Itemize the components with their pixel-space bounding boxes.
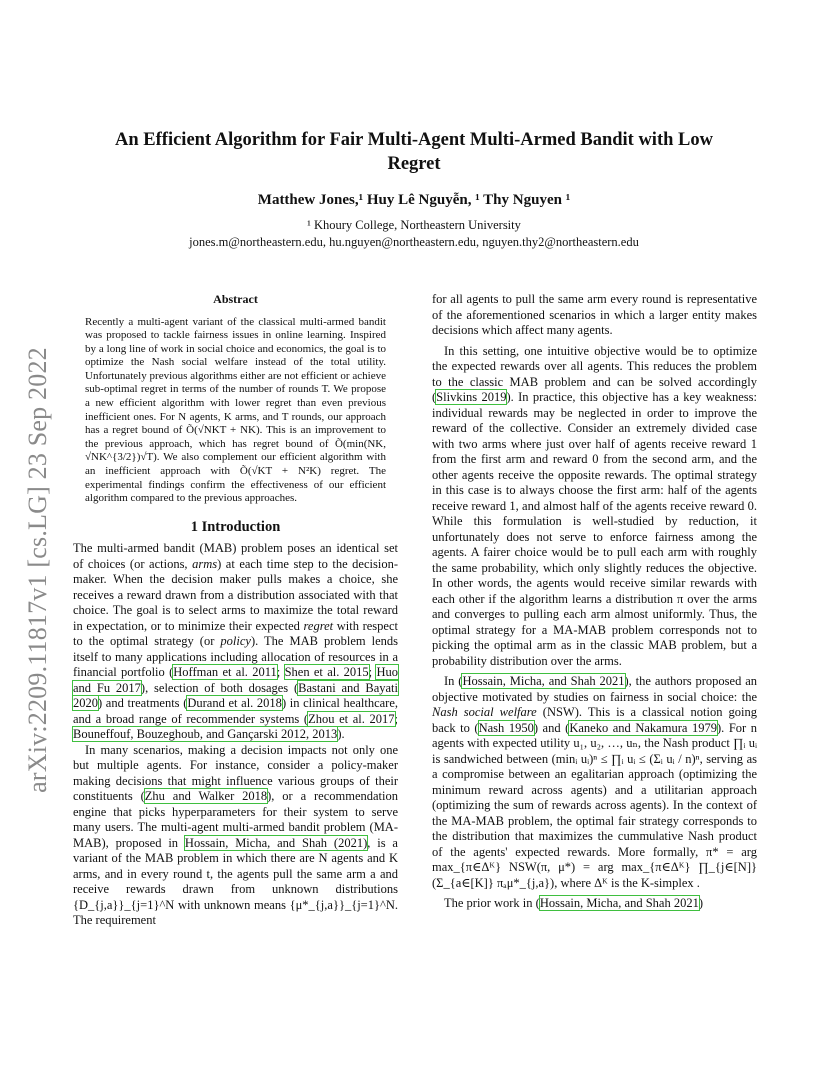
citation-link[interactable]: Hoffman et al. 2011 bbox=[173, 665, 277, 680]
section-heading-introduction: 1 Introduction bbox=[190, 518, 281, 535]
citation-link[interactable]: Kaneko and Nakamura 1979 bbox=[569, 720, 717, 735]
right-paragraph-4: The prior work in (Hossain, Micha, and Shah 2021) bbox=[444, 896, 703, 910]
left-column bbox=[73, 292, 398, 929]
abstract-heading: Abstract bbox=[213, 292, 258, 306]
arxiv-sidebar-stamp bbox=[14, 290, 62, 850]
affiliation-block bbox=[90, 217, 738, 251]
paper-authors: Matthew Jones,¹ Huy Lê Nguyễn, ¹ Thy Nguyen ¹ bbox=[257, 192, 571, 208]
right-paragraph-1: for all agents to pull the same arm every round is representative of the aforementioned scenarios in which a larger entity makes decisions which affect many agents. bbox=[432, 292, 757, 337]
citation-link[interactable]: Hossain, Micha, and Shah 2021 bbox=[462, 674, 625, 688]
citation-link[interactable]: Nash 1950 bbox=[478, 720, 534, 735]
citation-link[interactable]: Zhu and Walker 2018 bbox=[144, 789, 268, 804]
citation-link[interactable]: Shen et al. 2015 bbox=[284, 665, 369, 680]
citation-link[interactable]: Durand et al. 2018 bbox=[187, 696, 282, 711]
intro-paragraph-2: In many scenarios, making a decision impacts not only one but multiple agents. For instance, consider a policy-maker making decisions that might influence various groups of their constituents (Zhu and Walker 2018), or a recommendation engine that picks hyperparameters for their system to serve many users. The multi-agent multi-armed bandit problem (MA-MAB), proposed in Hossain, Micha, and Shah (2021), is a variant of the MAB problem in which there are N agents and K arms, and in every round t, the agents pull the same arm a and receive rewards drawn from unknown distributions {D_{j,a}}_{j=1}^N with unknown means {μ*_{j,a}}_{j=1}^N. The requirement bbox=[73, 742, 398, 928]
arxiv-id: arXiv:2209.11817v1 [cs.LG] 23 Sep 2022 bbox=[23, 347, 52, 793]
affiliation: ¹ Khoury College, Northeastern University bbox=[307, 218, 521, 232]
right-paragraph-2: In this setting, one intuitive objective would be to optimize the expected rewards over all agents. This reduces the problem to the classic MAB problem and can be solved accordingly (Slivkins 2019). In practice, this objective has a key weakness: individual rewards may be neglected in order to improve the reward of the collective. Consider an extremely divided case with two arms where just over half of agents receive reward 1 from the first arm and reward 0 from the second arm, and the other agents receive the opposite rewards. The optimal strategy in this case is to always choose the first arm: half of the agents receive reward 1, and almost half of the agents receive reward 0. While this formulation is well-studied by reduction, it unfortunately does not serve to enforce fairness among the agents. A fairer choice would be to pull each arm with roughly the same probability, which only slightly reduces the objective. In other words, the agents would receive similar rewards with each other if the algorithm learns a distribution π over the arms and converges to pulling each arm almost uniformly. Thus, the optimal strategy for a MA-MAB problem corresponds not to picking the optimal arm as in the classic MAB problem, but a probability distribution over the arms. bbox=[432, 343, 757, 668]
intro-paragraph-1: The multi-armed bandit (MAB) problem poses an identical set of choices (or actions, arms) at each time step to the decision-maker. When the decision maker pulls makes a choice, she receives a reward drawn from a distribution associated with that choice. The goal is to select arms to maximize the total reward in expectation, or to minimize their expected regret with respect to the optimal strategy (or policy). The MAB problem lends itself to many applications including allocation of resources in a financial portfolio (Hoffman et al. 2011; Shen et al. 2015; Huo and Fu 2017), selection of both dosages (Bastani and Bayati 2020) and treatments (Durand et al. 2018) in clinical healthcare, and a broad range of recommender systems (Zhou et al. 2017; Bouneffouf, Bouzeghoub, and Gançarski 2012, 2013). bbox=[73, 541, 399, 742]
citation-link[interactable]: Bouneffouf, Bouzeghoub, and Gançarski 2012, 2013 bbox=[73, 727, 338, 742]
right-paragraph-3: In (Hossain, Micha, and Shah 2021), the authors proposed an objective motivated by studies on fairness in social choice: the Nash social welfare (NSW). This is a classical notion going back to (Nash 1950) and (Kaneko and Nakamura 1979). For n agents with expected utility u₁, u₂, …, uₙ, the Nash product ∏ᵢ uᵢ is sandwiched between (minᵢ uᵢ)ⁿ ≤ ∏ᵢ uᵢ ≤ (Σᵢ uᵢ / n)ⁿ, serving as a compromise between an egalitarian approach (optimizing the minimum reward across agents) and a utilitarian approach (optimizing the sum of rewards across agents). In the context of the MA-MAB problem, the optimal fair strategy corresponds to the distribution that maximizes the cummulative Nash product of the agents' expected rewards. More formally, π* = arg max_{π∈Δᴷ} NSW(π, μ*) = arg max_{π∈Δᴷ} ∏_{j∈[N]} (Σ_{a∈[K]} πₐμ*_{j,a}), where Δᴷ is the K-simplex . bbox=[432, 674, 758, 890]
citation-link[interactable]: Slivkins 2019 bbox=[436, 390, 507, 404]
citation-link[interactable]: Hossain, Micha, and Shah (2021) bbox=[184, 835, 368, 850]
paper-title: An Efficient Algorithm for Fair Multi-Agent Multi-Armed Bandit with Low Regret bbox=[115, 130, 713, 174]
citation-link[interactable]: Zhou et al. 2017 bbox=[308, 711, 395, 726]
citation-link[interactable]: Huo and Fu 2017 bbox=[73, 665, 398, 695]
author-emails: jones.m@northeastern.edu, hu.nguyen@northeastern.edu, nguyen.thy2@northeastern.edu bbox=[189, 235, 639, 249]
abstract-text: Recently a multi-agent variant of the classical multi-armed bandit was proposed to tackle fairness issues in online learning. Inspired by a long line of work in social choice and economics, the goal is to optimize the Nash social welfare instead of the total utility. Unfortunately previous algorithms either are not efficient or achieve sub-optimal regret in terms of the number of rounds T. We propose a new efficient algorithm with lower regret than even previous inefficient ones. For N agents, K arms, and T rounds, our approach has a regret bound of Õ(√NKT + NK). This is an improvement to the previous approach, which has regret bound of Õ(min(NK, √NK^{3/2})√T). We also complement our efficient algorithm with an inefficient approach with Õ(√KT + N²K) regret. The experimental findings confirm the effectiveness of our efficient algorithm compared to the previous approaches. bbox=[85, 315, 386, 505]
right-column bbox=[432, 292, 757, 912]
citation-link[interactable]: Hossain, Micha, and Shah 2021 bbox=[539, 896, 699, 910]
citation-link[interactable]: Bastani and Bayati 2020 bbox=[73, 680, 399, 711]
